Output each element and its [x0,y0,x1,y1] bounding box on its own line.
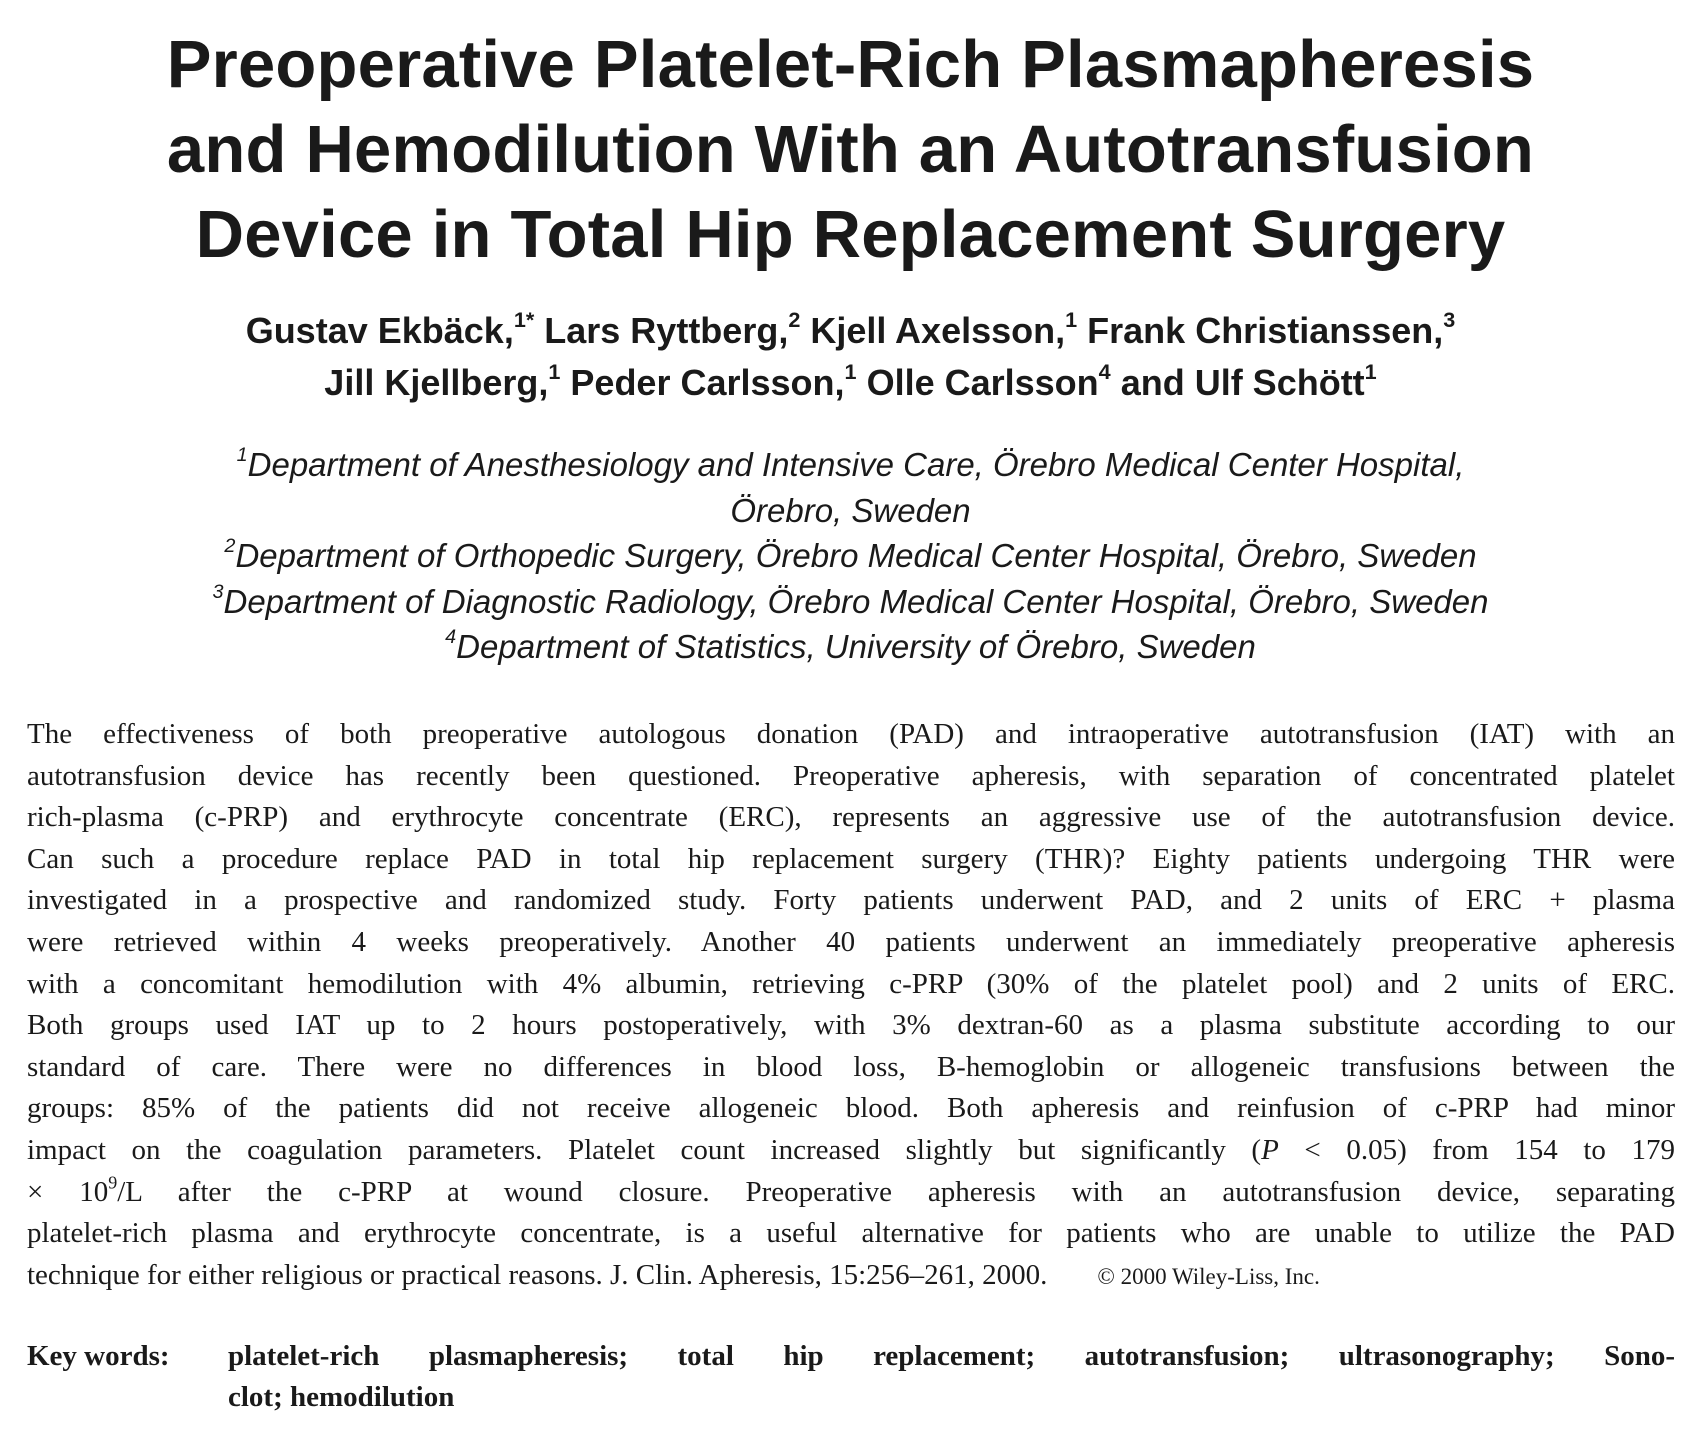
author-affiliation-mark: 4 [1098,358,1111,384]
abstract-text: × 10 [27,1175,109,1208]
title-line: Device in Total Hip Replacement Surgery [195,197,1506,272]
copyright-notice: © 2000 Wiley-Liss, Inc. [1097,1263,1320,1289]
affiliation-2 [40,533,1661,579]
affiliation-3 [40,579,1661,625]
author-name: Jill Kjellberg, [324,362,549,403]
keywords-list [228,1336,1675,1418]
author-name: Kjell Axelsson, [810,310,1066,351]
author-name: Frank Christianssen, [1087,310,1444,351]
affiliation-mark: 2 [224,535,236,558]
affiliation-1-continued: Örebro, Sweden [730,491,971,529]
affiliation-4 [40,624,1661,670]
keywords-line: platelet-rich plasmapheresis; total hip replacement; autotransfusion; ultrasonography; Sono- [228,1340,1675,1372]
author-name: Peder Carlsson, [570,362,845,403]
abstract-text: impact on the coagulation parameters. Platelet count increased slightly but significantly ( [27,1133,1262,1166]
p-value-symbol: P [1261,1133,1279,1166]
affiliation-mark: 4 [445,626,457,649]
author-name: Olle Carlsson [866,362,1099,403]
abstract-line: platelet-rich plasma and erythrocyte concentrate, is a useful alternative for patients who are unable to utilize the PAD [27,1217,1675,1250]
article-title [40,22,1661,277]
affiliation-text: Department of Orthopedic Surgery, Örebro Medical Center Hospital, Örebro, Sweden [235,537,1477,574]
author-affiliation-mark: 3 [1443,306,1456,332]
author-affiliation-mark: 2 [788,306,801,332]
title-line: and Hemodilution With an Autotransfusion [166,112,1535,187]
author-affiliation-mark: 1* [513,306,535,332]
affiliation-1 [40,442,1661,488]
title-line: Preoperative Platelet-Rich Plasmapheresis [166,27,1535,102]
abstract-text: technique for either religious or practical reasons. J. Clin. Apheresis, 15:256–261, 2000. [27,1258,1048,1291]
affiliation-list [40,442,1661,670]
abstract-line: standard of care. There were no differences in blood loss, B-hemoglobin or allogeneic transfusions between the [27,1050,1675,1083]
author-affiliation-mark: 1 [1065,306,1078,332]
abstract-line: investigated in a prospective and randomized study. Forty patients underwent PAD, and 2 units of ERC + plasma [27,884,1675,917]
abstract-line: were retrieved within 4 weeks preoperatively. Another 40 patients underwent an immediately preoperative apheresis [27,925,1675,958]
abstract-line: The effectiveness of both preoperative autologous donation (PAD) and intraoperative autotransfusion (IAT) with an [27,718,1675,750]
affiliation-mark: 1 [236,444,248,467]
abstract-line: autotransfusion device has recently been questioned. Preoperative apheresis, with separation of concentrated platelet [27,759,1675,792]
abstract-line: rich-plasma (c-PRP) and erythrocyte concentrate (ERC), represents an aggressive use of the autotransfusion device. [27,801,1675,834]
keywords-line: clot; hemodilution [228,1381,455,1413]
author-line [40,305,1661,357]
author-affiliation-mark: 1 [548,358,561,384]
abstract-line: Can such a procedure replace PAD in total hip replacement surgery (THR)? Eighty patients undergoing THR were [27,842,1675,875]
affiliation-text: Department of Diagnostic Radiology, Örebro Medical Center Hospital, Örebro, Sweden [223,582,1489,620]
affiliation-mark: 3 [212,580,224,603]
author-name: and Ulf Schött [1120,362,1365,403]
abstract-line [27,1130,1675,1172]
author-name: Lars Ryttberg, [544,310,789,351]
exponent: 9 [108,1171,118,1192]
author-name: Gustav Ekbäck, [245,310,514,351]
keywords-label: Key words: [27,1340,170,1372]
abstract [27,714,1675,1297]
abstract-text: < 0.05) from 154 to 179 [1278,1133,1675,1166]
abstract-line: groups: 85% of the patients did not receive allogeneic blood. Both apheresis and reinfusion of c-PRP had minor [27,1092,1675,1125]
author-list [40,305,1661,409]
author-affiliation-mark: 1 [844,358,857,384]
abstract-text: /L after the c-PRP at wound closure. Preoperative apheresis with an autotransfusion device, separating [117,1175,1675,1208]
author-affiliation-mark: 1 [1364,358,1377,384]
abstract-line [27,1172,1675,1214]
author-line [40,357,1661,409]
abstract-line: with a concomitant hemodilution with 4% albumin, retrieving c-PRP (30% of the platelet pool) and 2 units of ERC. [27,967,1675,1000]
abstract-line [27,1255,1675,1298]
affiliation-text: Department of Statistics, University of Örebro, Sweden [456,628,1256,665]
affiliation-text: Department of Anesthesiology and Intensive Care, Örebro Medical Center Hospital, [247,446,1465,483]
abstract-line: Both groups used IAT up to 2 hours postoperatively, with 3% dextran-60 as a plasma substitute according to our [27,1009,1675,1042]
